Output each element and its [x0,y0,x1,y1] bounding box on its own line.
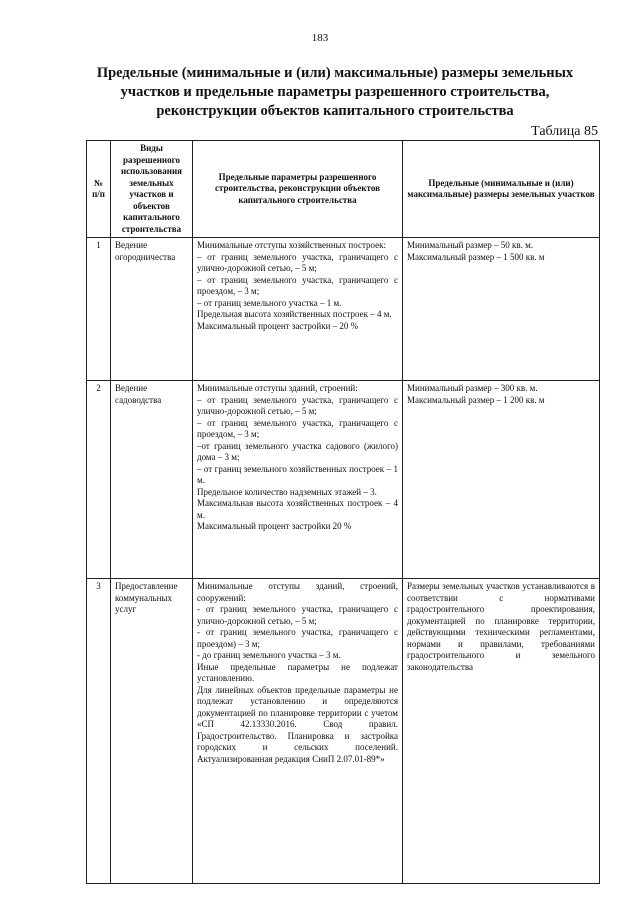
parameter-line: – от границ земельного участка – 1 м. [197,297,342,308]
parameter-line: – от границ земельного участка, граничащего с проездом, – 3 м; [197,417,398,439]
header-number: № п/п [87,141,111,238]
parameter-line: Минимальные отступы зданий, строений, сооружений: [197,581,398,603]
size-line: Размеры земельных участков устанавливаются в соответствии с нормативами градостроительного проектирования, документацией по планировке территории, действующими техническими регламентами, нормами и правилами, требованиями градостроительного и земельного законодательства [407,581,595,672]
document-title: Предельные (минимальные и (или) максимальные) размеры земельных участков и предельные параметры разрешенного строительства, реконструкции объектов капитального строительства [96,65,574,119]
header-plot-sizes: Предельные (минимальные и (или) максимальные) размеры земельных участков [403,141,600,238]
use-type-cell: Предоставление коммунальных услуг [111,579,193,884]
table-row [87,238,600,381]
parameter-line: Максимальная высота хозяйственных построек – 4 м. [197,498,398,520]
parameters-cell [193,238,403,381]
header-use-type: Виды разрешенного использования земельных участков и объектов капитального строительства [111,141,193,238]
parameter-line: Предельное количество надземных этажей – 3. [197,486,377,497]
page-number: 183 [311,32,329,44]
parameter-line: - от границ земельного участка, граничащего с проездом) – 3 м; [197,627,398,649]
parameter-line: - от границ земельного участка, граничащего с улично-дорожной сетью, – 5 м; [197,604,398,626]
size-line: Максимальный размер – 1 200 кв. м [407,394,545,405]
size-line: Максимальный размер – 1 500 кв. м [407,251,545,262]
parameters-cell [193,381,403,579]
header-parameters: Предельные параметры разрешенного строительства, реконструкции объектов капитального строительства [193,141,403,238]
size-line: Минимальный размер – 300 кв. м. [407,383,538,393]
parameter-line: – от границ земельного участка, граничащего с улично-дорожной сетью, – 5 м; [197,251,398,273]
parameters-cell [193,579,403,884]
row-number: 2 [87,381,111,579]
parameter-line: – от границ земельного хозяйственных построек – 1 м. [197,463,398,485]
parameter-line: – от границ земельного участка, граничащего с улично-дорожной сетью, – 5 м; [197,394,398,416]
regulations-table [86,140,600,884]
size-line: Минимальный размер – 50 кв. м. [407,240,534,250]
parameter-line: Минимальные отступы зданий, строений: [197,383,358,393]
plot-sizes-cell [403,579,600,884]
row-number: 3 [87,579,111,884]
use-type-cell: Ведение садоводства [111,381,193,579]
table-label: Таблица 85 [531,124,598,139]
plot-sizes-cell [403,381,600,579]
table-row [87,381,600,579]
table-header-row [87,141,600,238]
parameter-line: Минимальные отступы хозяйственных построек: [197,240,386,250]
parameter-line: Предельная высота хозяйственных построек – 4 м. [197,309,392,319]
parameter-line: Максимальный процент застройки – 20 % [197,320,359,331]
parameter-line: - до границ земельного участка – 3 м. [197,650,341,660]
parameter-line: – от границ земельного участка, граничащего с проездом, – 3 м; [197,274,398,296]
use-type-cell: Ведение огородничества [111,238,193,381]
table-row [87,579,600,884]
parameter-line: –от границ земельного участка садового (жилого) дома – 3 м; [197,440,398,462]
parameter-line: Иные предельные параметры не подлежат установлению. [197,661,398,683]
parameter-line: Максимальный процент застройки 20 % [197,521,352,531]
parameter-line: Для линейных объектов предельные параметры не подлежат установлению и определяются документацией по планировке территории с учетом «СП 42.13330.2016. Свод правил. Градостроительство. Планировка и застройка городских и сельских поселений. Актуализированная редакция СниП 2.07.01-89*» [197,684,398,764]
plot-sizes-cell [403,238,600,381]
row-number: 1 [87,238,111,381]
